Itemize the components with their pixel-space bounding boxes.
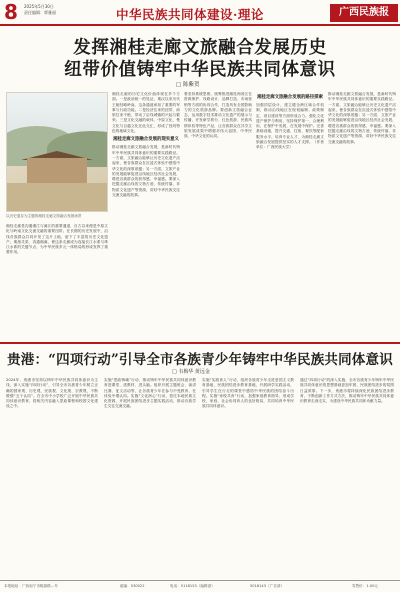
photo-ground — [7, 183, 107, 211]
article2-column-4 — [300, 378, 394, 578]
article1-col5-text: 加强顶层设计，建立健全跨区域合作机制，推动沿线地区在规划编制、政策制定、项目建设等方面形成合力。强化文化遗产保护与利用，坚持保护第一、合理利用，在保护中发展、在发展中保护。完善基础设施，提升交通、住宿、餐饮等配套服务水平。培育专业人才，为湘桂走廊文旅融合发展提供坚实的人才支撑。（作者单位：广西民族大学） — [256, 103, 324, 150]
article1-col2-subhead: 湘桂走廊文旅融合发展的现实意义 — [113, 137, 179, 143]
article1-col3-text: 推动湘桂走廊文旅融合发展，是新时代铸牢中华民族共同体意识的重要实践路径。一方面，文旅融合能够让历史文化遗产活起来，使各族群众在沉浸式体验中感悟中华文化的深厚底蕴；另一方面，文旅产业的发展能够促进沿线地区经济社会发展，增进各族群众的获得感、幸福感。要深入挖掘走廊沿线的文物古迹、传统村落、非物质文化遗产等资源，讲好中华民族交往交流交融的故事。 — [112, 145, 180, 198]
article2-column-3 — [202, 378, 294, 578]
article1-photo — [6, 92, 108, 212]
article1-headline-line1: 发挥湘桂走廊文旅融合发展历史 — [73, 38, 327, 58]
article-divider — [0, 342, 400, 344]
footer-phone-editorial: 电话：5118153（编辑部） — [170, 584, 215, 588]
article1-byline: □ 陈紫贺 — [176, 82, 200, 88]
section-title: 中华民族共同体建设·理论 — [116, 7, 264, 22]
page-footer — [0, 580, 400, 592]
footer-price: 零售价：1.00元 — [352, 584, 378, 588]
article1-column-3 — [184, 92, 252, 340]
article1-col4-subhead: 湘桂走廊文旅融合发展的路径探索 — [257, 95, 323, 100]
article2-byline: □ 韦梅华 黄远金 — [172, 369, 210, 375]
footer-phone-ads: 5018143（广告部） — [250, 584, 284, 588]
article1-photo-caption: 以历史遗存为主题的湘桂走廊文旅融合发展场景 — [6, 214, 82, 218]
article1-column-5 — [328, 92, 396, 340]
masthead — [0, 0, 400, 26]
page-number: 8 — [4, 0, 18, 24]
issue-date: 2025年5月30日 — [24, 4, 54, 9]
article1-column-2 — [112, 92, 180, 340]
article2-column-2 — [104, 378, 196, 578]
article1-column-1 — [6, 224, 108, 340]
article2-col2-text: 实施“思政铸魂”行动，推动铸牢中华民族共同体意识教育进课堂、进教材、进头脑。组织开展主题班会、演讲比赛、征文活动等，让各族青少年在参与中受教育、在体验中增认同。实施“文化润心”行动，依托本地民族文化资源，开展民族团结进步主题实践活动，推动各族学生交往交流交融。 — [104, 378, 196, 409]
footer-address: 本报地址：广西南宁市桃源路…号 — [4, 584, 58, 588]
article2-col1-text: 2024年，贵港市坚持以铸牢中华民族共同体意识为主线，深入实施“四项行动”，引导全市各族青少年树立正确的国家观、历史观、民族观、文化观、宗教观，不断增强“五个认同”。在全市中小学校广泛开展中华民族共同体意识教育，将相关内容融入思政课程和校园文化建设之中。 — [6, 378, 98, 409]
article1-col1-text: 湘桂走廊是沟通湘江与漓江的重要通道，自古以来便是中原文化与岭南文化交流交融的重要纽带。在长期的历史发展中，沿线各族群众共同开发了这片土地，留下了丰富的历史文化遗产。秦凿灵渠，沟通湘漓，使这条走廊成为连接长江水系与珠江水系的关键节点，为中华民族多元一体格局的形成发挥了重要作用。 — [6, 224, 108, 255]
footer-postcode: 邮编：530022 — [120, 584, 145, 588]
paper-name-badge: 广西民族报 — [330, 4, 398, 22]
article2-column-1 — [6, 378, 98, 578]
article1-col2-text: 湘桂走廊的历史文化价值体现在多个方面。一是政治统一的见证，秦汉以来历代王朝经略岭南，这条通道承担了重要的军事与行政功能。二是经济往来的纽带，商旅往来不绝，带动了沿线城镇的兴起与繁荣。三是文化交融的载体，中原文化、楚文化与百越文化在此交汇，形成了独具特色的地域文化。 — [112, 92, 180, 134]
article2-headline: 贵港：“四项行动”引导全市各族青少年铸牢中华民族共同体意识 — [7, 352, 393, 368]
article1-col1-text-continued: 推动湘桂走廊文旅融合发展，是新时代铸牢中华民族共同体意识的重要实践路径。一方面，文旅融合能够让历史文化遗产活起来，使各族群众在沉浸式体验中感悟中华文化的深厚底蕴；另一方面，文旅产业的发展能够促进沿线地区经济社会发展，增进各族群众的获得感、幸福感。要深入挖掘走廊沿线的文物古迹、传统村落、非物质文化遗产等资源，讲好中华民族交往交流交融的故事。 — [328, 92, 396, 144]
article1-col4-text: 要坚持系统思维，统筹推进湘桂两省区在资源保护、线路设计、品牌打造、市场营销等方面的协同合作，打造具有全国影响力的文化旅游品牌。要创新文旅融合业态，运用数字技术推动文化遗产的展示与传播，开发研学旅行、红色旅游、民族风情体验等特色产品，让各族群众在共享文旅发展成果中增强对伟大祖国、中华民族、中华文化的认同。 — [184, 92, 252, 139]
issue-meta — [24, 4, 56, 16]
article2-col3-text: 实施“实践育人”行动，组织各族青少年走进爱国主义教育基地、民族团结进步教育基地，开展研学实践活动，引导学生在行走的课堂中感悟中华民族的团结奋斗历程。实施“家校共育”行动，加强家庭教育指导，形成学校、家庭、社会协同育人的良好格局，共同培育中华民族共同体意识。 — [202, 378, 294, 409]
article1-headline-line2: 纽带价值铸牢中华民族共同体意识 — [64, 60, 336, 80]
article1-column-4 — [256, 92, 324, 340]
article2-col4-text: 通过“四项行动”的深入实施，全市各族青少年铸牢中华民族共同体意识的思想基础更加牢固，民族团结进步的氛围日益浓厚。下一步，贵港市将持续深化民族团结进步教育，不断创新工作方式方法，推动铸牢中华民族共同体意识教育走深走实，为建设中华民族共同体贡献力量。 — [300, 378, 394, 404]
issue-editor: 责任编辑：覃雅丽 — [24, 10, 56, 15]
